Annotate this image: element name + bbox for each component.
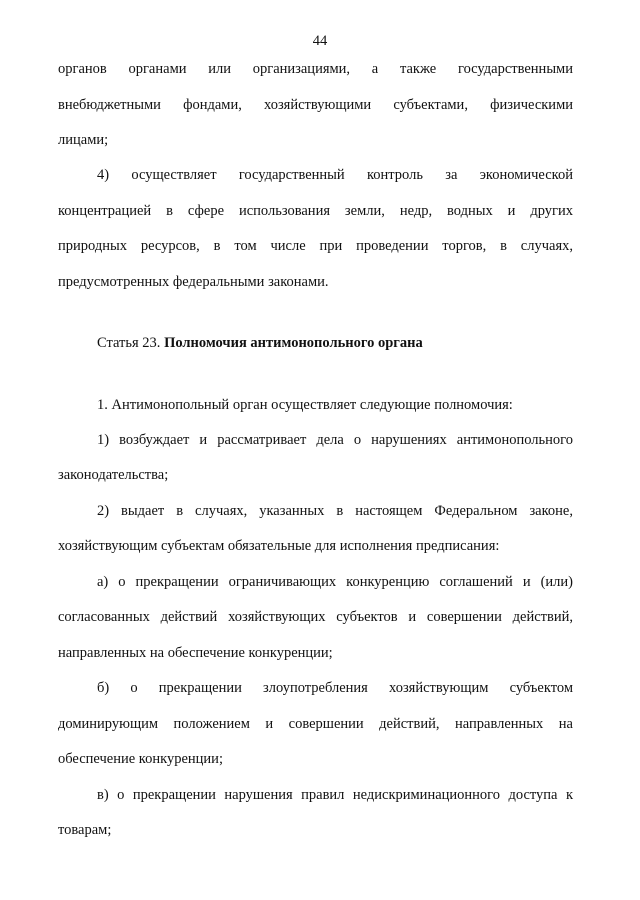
text-line: лицами;: [58, 132, 109, 148]
text-line: хозяйствующим субъектам обязательные для исполнения предписания:: [58, 538, 500, 554]
text-line: 2) выдает в случаях, указанных в настоящем Федеральном законе,: [97, 503, 573, 519]
text-line: предусмотренных федеральными законами.: [58, 274, 329, 290]
text-line: законодательства;: [58, 467, 169, 483]
text-line: в) о прекращении нарушения правил недискриминационного доступа к: [97, 787, 573, 803]
text-line: 1. Антимонопольный орган осуществляет следующие полномочия:: [97, 397, 513, 413]
text-line: обеспечение конкуренции;: [58, 751, 223, 767]
text-line: внебюджетными фондами, хозяйствующими субъектами, физическими: [58, 97, 573, 113]
text-line: 1) возбуждает и рассматривает дела о нарушениях антимонопольного: [97, 432, 573, 448]
article-number: Статья 23.: [97, 335, 161, 351]
text-line: органов органами или организациями, а также государственными: [58, 61, 573, 77]
text-line: природных ресурсов, в том числе при проведении торгов, в случаях,: [58, 238, 573, 254]
text-line: концентрацией в сфере использования земли, недр, водных и других: [58, 203, 573, 219]
text-line: а) о прекращении ограничивающих конкуренцию соглашений и (или): [97, 574, 573, 590]
page-number: 44: [312, 33, 328, 49]
article-title: Полномочия антимонопольного органа: [164, 335, 423, 351]
text-line: товарам;: [58, 822, 112, 838]
text-line: направленных на обеспечение конкуренции;: [58, 645, 333, 661]
article-heading: [97, 334, 573, 352]
text-line: согласованных действий хозяйствующих субъектов и совершении действий,: [58, 609, 573, 625]
text-line: б) о прекращении злоупотребления хозяйствующим субъектом: [97, 680, 573, 696]
text-line: доминирующим положением и совершении действий, направленных на: [58, 716, 573, 732]
text-line: 4) осуществляет государственный контроль за экономической: [97, 167, 573, 183]
